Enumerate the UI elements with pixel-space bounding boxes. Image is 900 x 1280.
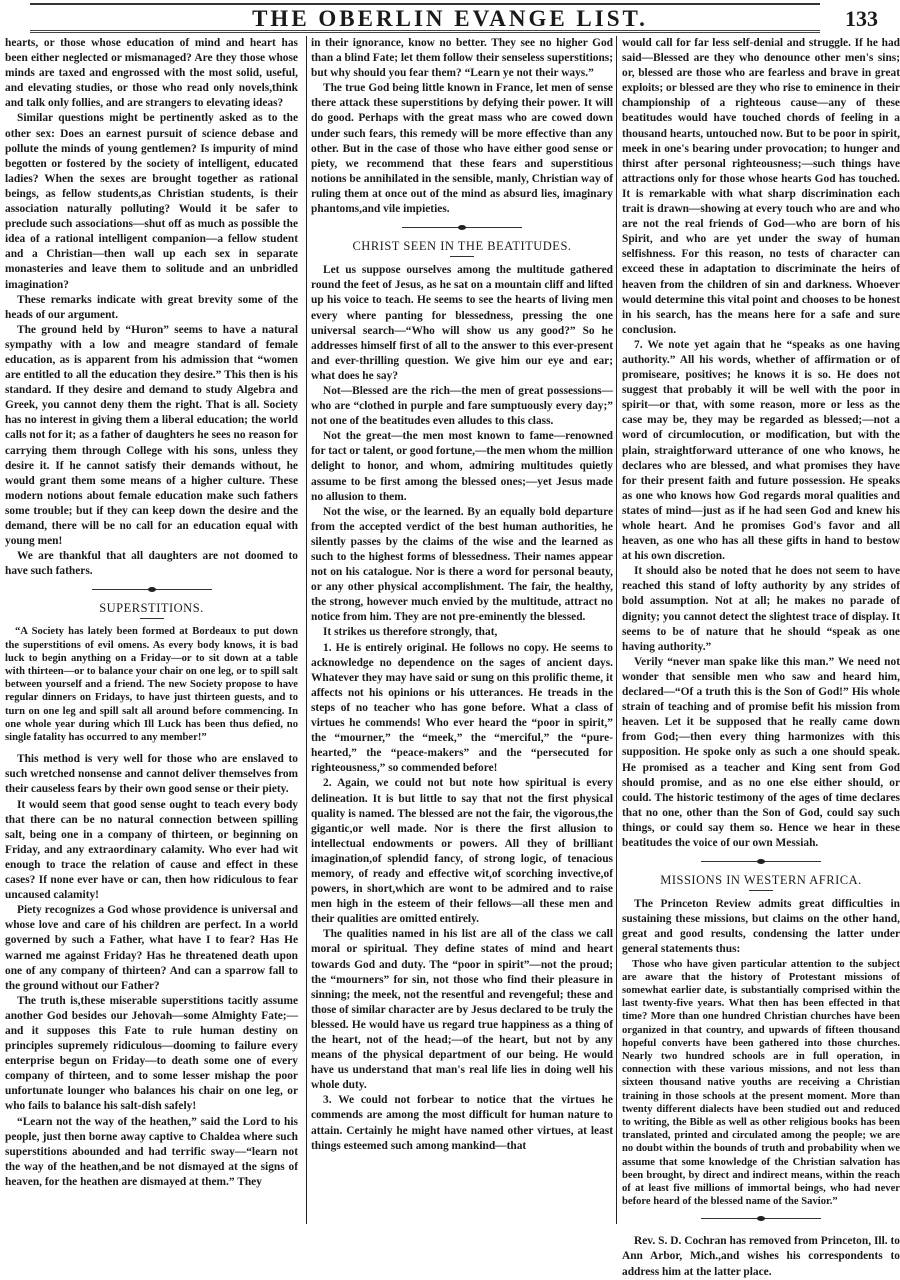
paragraph: Not—Blessed are the rich—the men of great possessions—who are “clothed in purple and fare sumptuously every day;” not one of the beatitudes even alludes to this class. — [311, 384, 613, 428]
column-3 — [616, 36, 900, 1278]
short-rule — [749, 890, 773, 891]
masthead-top-rule — [30, 3, 820, 5]
short-rule — [140, 618, 164, 619]
paragraph: It should also be noted that he does not seem to have reached this stand of lofty authority by any strides of bold assumption. Not at all; he makes no parade of dignity; you cannot detect the slightest trace of display. It seems to be of nature that he should “speak as one having authority.” — [622, 565, 900, 653]
page-number: 133 — [845, 6, 878, 31]
paragraph: 1. He is entirely original. He follows no copy. He seems to acknowledge no dependence on the sages of ancient days. Whatever they may have said or sung on this prolific theme, it affects not his opinions or his utterances. He treads in the steps of no teacher who has gone before. What a class of virtues he commends! Who ever heard the “poor in spirit,” the “mourner,” the “meek,” the “merciful,” the “pure-hearted,” the “peace-makers” and the “persecuted for righteousness,” so commended before! — [311, 641, 613, 775]
masthead-bottom-rule — [30, 30, 820, 33]
paragraph: Piety recognizes a God whose providence is universal and whose love and care of his children are perfect. In a world governed by such a Father, what have I to fear? Has He warned me against Friday? Has he threatened death upon one of any company of thirteen? And can a sparrow fall to the ground without our Father? — [5, 904, 298, 992]
masthead — [0, 0, 900, 36]
spacer — [622, 1226, 900, 1234]
paragraph: Not the great—the men most known to fame—renowned for tact or talent, or good fortune,—the men whom the million delight to honor, and whom, admiring multitudes quietly assume to be first among the blessed ones;—yet Jesus made no allusion to them. — [311, 430, 613, 503]
paragraph: The true God being little known in France, let men of sense there attack these superstitions by defying their power. It will do good. Perhaps with the great mass who are cowed down under such fears, this remedy will be more effective than any other. But in the case of those who have either good sense or piety, we recommend that these fears and superstitious notions be annihilated in the sensible, manly, Christian way of ruling them at once out of the mind as absurd lies, imaginary phantoms,and vile impieties. — [311, 82, 613, 216]
short-rule — [450, 256, 474, 257]
paragraph: Rev. S. D. Cochran has removed from Princeton, Ill. to Ann Arbor, Mich.,and wishes his correspondents to address him at the latter place. — [622, 1235, 900, 1278]
paragraph: The Princeton Review admits great difficulties in sustaining these missions, but claims on the other hand, great and good results, condensing the latter under general statements thus: — [622, 898, 900, 956]
paragraph: Verily “never man spake like this man.” We need not wonder that sensible men who saw and heard him, declared—“Of a truth this is the Son of God!” His whole strain of teaching and of promise befit his mission from heaven. Let it be supposed that he really came down from God;—then every thing harmonizes with this supposition. He spoke only as such a one should speak. He promised as a teacher and King sent from God should promise, and as no one else either should, or could. The historic testimony of the ages of time declares that no one, other than the Son of God, could say such things, or could say them so. Hence we hear in these beatitudes the voice of our own Messiah. — [622, 655, 900, 849]
paragraph: Not the wise, or the learned. By an equally bold departure from the accepted verdict of the best human authorities, he silently passes by the claims of the wise and the learned as such to the highest forms of blessedness. Their names appear not on his catalogue. Nor is there a word for personal beauty, or any other physical accomplishment. The fair, the healthy, the strong, however much envied by the multitude, attract no notice from him. They are not pre-eminently the blessed. — [311, 505, 613, 624]
paragraph: “Learn not the way of the heathen,” said the Lord to his people, just then borne away captive to Chaldea where such superstitions abounded and had terrific sway—“learn not the way of the heathen,and be not dismayed at the signs of heaven, for the heathen are dismayed at them.” They — [5, 1115, 298, 1188]
paragraph: Similar questions might be pertinently asked as to the other sex: Does an earnest pursuit of science debase and pollute the minds of young gentlemen? Is impurity of mind begotten or fostered by the society of intelligent, educated ladies? When the sexes are brought together as rational beings, as fellow students,as Christian students, is their association naturally polluting? Would it be safer to preclude such associations—shut off as much as possible the idea of a rational intelligent companion—a fellow student and a Christian—then wall up each sex in separate monasteries and leave them to solitude and an unbridled imagination? — [5, 112, 298, 291]
paragraph: would call for far less self-denial and struggle. If he had said—Blessed are they who denounce other men's sins; or, blessed are those who are fearless and brave in great exploits; or blessed are they who rise to eminence in their championship of a righteous cause—any of these beatitudes would have touched chords of feeling in a thousand hearts, untouched now. But to be poor in spirit, meek in one's bearing under provocation; to hunger and thirst after personal righteousness;—such things have attractions only for those whose hearts God has touched. It is remarkable with what sharp discrimination each trait is drawn—showing at every touch who are and who are not the real friends of God—who are born of his Spirit, and who are yet under the sway of human selfishness. For this reason, no tests of character can exceed these in adaptation to discriminate the heirs of heaven from the children of sin and darkness. Whoever would determine this vital point and chooses to be honest in his search, has the means here for a safe and sure conclusion. — [622, 37, 900, 336]
paragraph: in their ignorance, know no better. They see no higher God than a blind Fate; let them follow their senseless superstitions; but why should you fear them? “Learn ye not their ways.” — [311, 37, 613, 80]
paragraph: 3. We could not forbear to notice that the virtues he commends are among the most difficult for human nature to attain. Certainly he might have named other virtues, at least things esteemed such among mankind—that — [311, 1094, 613, 1152]
ornamental-divider — [92, 589, 212, 593]
article-heading: SUPERSTITIONS. — [99, 601, 204, 616]
quoted-paragraph: “A Society has lately been formed at Bordeaux to put down the superstitions of evil omens. As every body knows, it is bad luck to begin anything on a Friday—or to sit down at a table with thirteen—or to balance your chair on one leg, or to spill salt between yourself and a friend. The new Society propose to have regular dinners on Fridays, to have just thirteen guests, and to turn on one leg and spill salt all around before commencing. In one whole year during which Ill Luck has been thus defied, no single fatality has occurred to any member!” — [5, 626, 298, 744]
quoted-paragraph: Those who have given particular attention to the subject are aware that the history of Protestant missions of somewhat earlier date, is substantially comprised within the last twenty-five years. What then has been effected in that time? More than one hundred Christian churches have been organized in that country, and upwards of fifteen thousand hopeful converts have been gathered into those churches. Nearly two hundred schools are in full operation, in connection with these various missions, and not less than sixteen thousand native youths are receiving a Christian training in those schools at the present moment. More than twenty different dialects have been studied out and reduced to writing, the Bible as well as other religious books has been translated, printed and circulated among the people; we are no doubt within the bounds of truth and probability when we assume that some knowledge of the Christian salvation has been brought, by direct and indirect means, within the reach of at least five millions of immortal beings, who had never before heard of the blessed name of the Savior.” — [622, 958, 900, 1208]
paragraph: The qualities named in his list are all of the class we call moral or spiritual. They define states of mind and heart towards God and duty. The “poor in spirit”—not the proud; the “mourners” for sin, not those who find their pleasure in sinning; the meek, not the resentful and revengeful; these and those of similar character are by Jesus declared to be truly the blessed. He would have us regard true happiness as a thing of the heart, not of the head;—of the heart, but not by any means of the physical department of our being. He would have us understand that man's real life lies in doing well his whole duty. — [311, 928, 613, 1092]
paragraph: hearts, or those whose education of mind and heart has been either neglected or mismanaged? Are they those whose minds are taxed and engrossed with the most solid, useful, and elevating studies, or those who read only novels,think and talk only follies, and are strangers to elevating ideas? — [5, 37, 298, 110]
paragraph: This method is very well for those who are enslaved to such wretched nonsense and cannot deliver themselves from their causeless fears by their own good sense or their piety. — [5, 753, 298, 796]
article-heading: MISSIONS IN WESTERN AFRICA. — [660, 873, 862, 888]
spacer — [5, 744, 298, 752]
column-2 — [306, 36, 613, 1224]
paragraph: These remarks indicate with great brevity some of the heads of our argument. — [5, 293, 298, 321]
paragraph: Let us suppose ourselves among the multitude gathered round the feet of Jesus, as he sat on a mountain cliff and lifted up his voice to teach. He seems to see the hearts of living men every where panting for blessedness, pressing the one universal search—“Who will show us any good?” So he addresses himself first of all to the answer to this ever-present and ever-thrilling question. We give him our eye and ear; what does he say? — [311, 264, 613, 382]
paragraph: It would seem that good sense ought to teach every body that there can be no natural connection between spilling salt, being one in a company of thirteen, or beginning on Friday, and any extraordinary calamity. Who ever had wit enough to trace the relation of cause and effect in these cases? If none ever have or can, then how ridiculous to fear uncaused calamity! — [5, 798, 298, 902]
newspaper-title: THE OBERLIN EVANGE LIST. — [252, 6, 648, 31]
paragraph: The truth is,these miserable superstitions tacitly assume another God besides our Jehovah—some Almighty Fate;—and it supposes this Fate to rule human destiny on principles supremely ridiculous—dooming to failure every enterprise begun on Friday—to death some one of every company of thirteen, and to some lesser mishap the poor unfortunate lounger who balances his chair on one leg, or who fails to balance his salt-dish safely! — [5, 994, 298, 1113]
paragraph: It strikes us therefore strongly, that, — [323, 626, 498, 639]
ornamental-divider — [402, 227, 522, 231]
ornamental-divider — [701, 861, 821, 865]
ornamental-divider — [701, 1218, 821, 1222]
paragraph: We are thankful that all daughters are not doomed to have such fathers. — [5, 550, 298, 578]
paragraph: 2. Again, we could not but note how spiritual is every delineation. It is but little to say that not the first physical quality is named. The blessed are not the fair, the vigorous,the gigantic,or well made. Nor is there the first allusion to intellectual endowments or powers. All they of brilliant imagination,of splendid fancy, of strong logic, of tenacious memory, of ready and effective wit,of scorching invective,of powers, in short,which are wont to be admired and to raise men high in the esteem of their fellows—all these men and their qualities are omitted entirely. — [311, 777, 613, 926]
article-heading: CHRIST SEEN IN THE BEATITUDES. — [352, 239, 572, 254]
column-1 — [5, 36, 298, 1224]
paragraph: 7. We note yet again that he “speaks as one having authority.” All his words, whether of affirmation or of promiseare, positives; he knows it is so. He does not suggest that probably it will be well with the poor in spirit—or that, with some reason, more or less as the case may be, they may be regarded as blessed;—not a word of circumlocution, or modification, but with the plain, straightforward utterance of one who knows, he declares who are blessed, and what promises they have for their present faith and future possession. He speaks as one who knows how God regards moral qualities and states of mind—just as if he had seen God and knew his whole heart. And he promises God's favor and all heaven, as one who has all these gifts in hand to bestow at his own discretion. — [622, 338, 900, 563]
paragraph: The ground held by “Huron” seems to have a natural sympathy with a low and meagre standard of female education, as is apparent from his admission that “women are entitled to all the education they desire.” This then is his standard. If they desire and demand to study Algebra and Greek, you cannot deny them the right. That is all. Society has no interest in giving them a liberal education; the world calls not for it; as a father of daughters he sees no reason for carrying them through College with his sons, unless they desire it. If he cannot satisfy their demands without, he would grant them some means of a higher culture. These modern notions about female education make such fathers some trouble; but if they can keep down the desire and the demand, there will be no call for an education equal with young men! — [5, 323, 298, 548]
